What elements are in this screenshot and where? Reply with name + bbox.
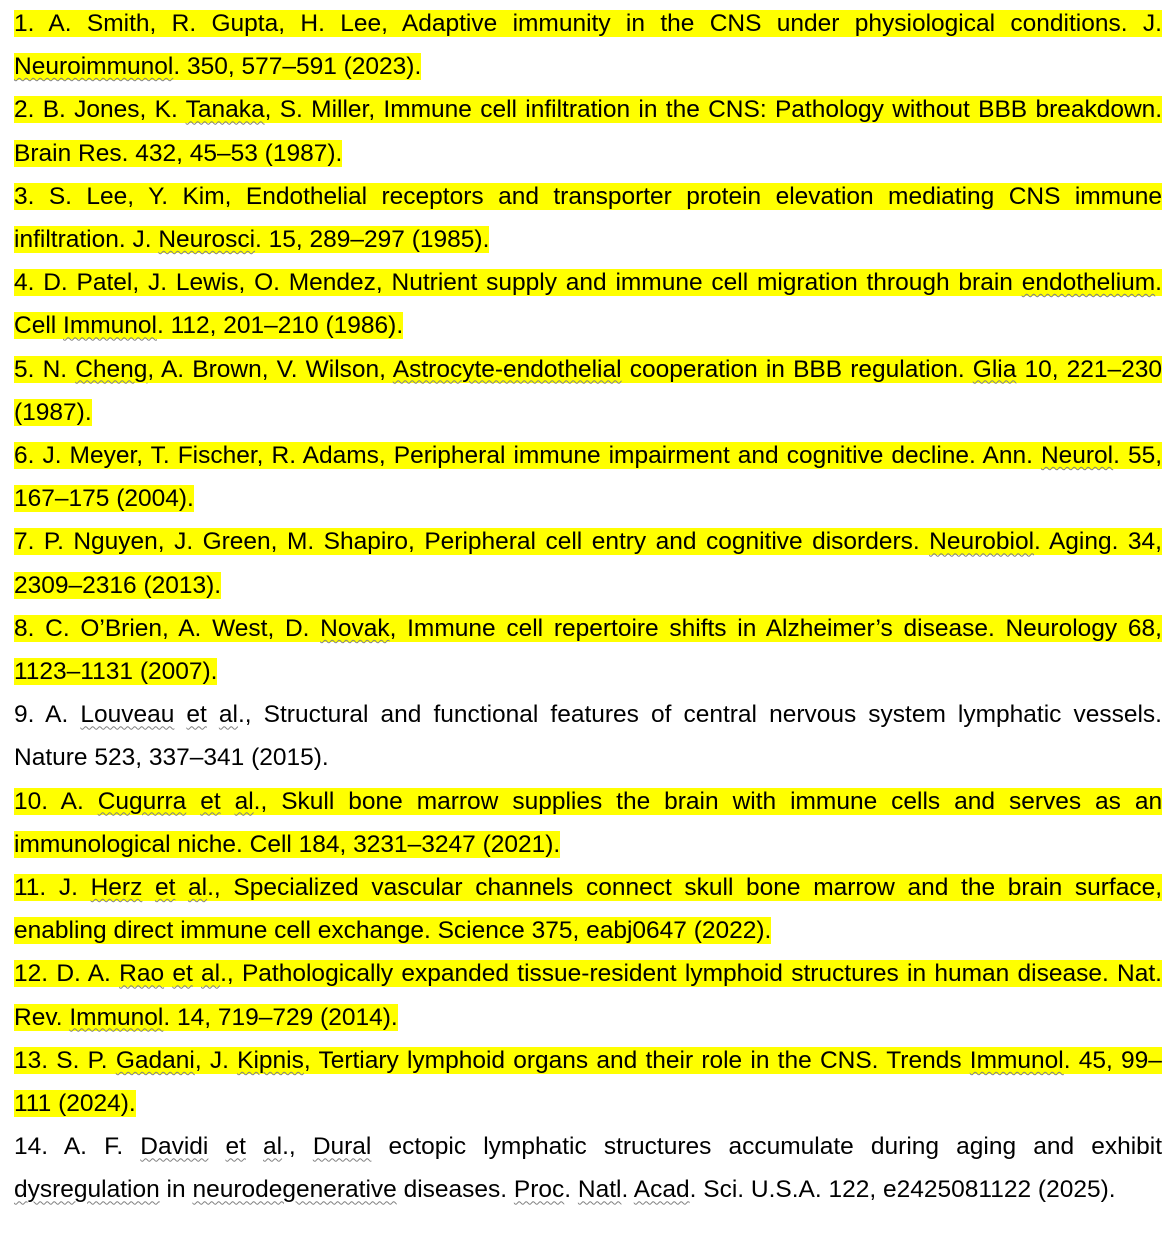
spellcheck-flagged-word[interactable]: et — [172, 960, 193, 988]
reference-entry — [14, 1125, 1162, 1211]
reference-text: 10. A. Cugurra et al., Skull bone marrow supplies the brain with immune cells and serves as an immunological niche. Cell 184, 3231–3247 (2021). — [14, 787, 1163, 858]
spellcheck-flagged-word[interactable]: Gadani — [115, 1046, 195, 1074]
spellcheck-flagged-word[interactable]: al — [218, 701, 238, 729]
spellcheck-flagged-word[interactable]: Immunol — [69, 1003, 164, 1031]
spellcheck-flagged-word[interactable]: neurodegenerative — [192, 1176, 397, 1204]
spellcheck-flagged-word[interactable]: Novak — [320, 614, 390, 642]
reference-text: 1. A. Smith, R. Gupta, H. Lee, Adaptive immunity in the CNS under physiological conditions. J. Neuroimmunol. 350, 577–591 (2023). — [14, 10, 1162, 81]
spellcheck-flagged-word[interactable]: Kipnis — [237, 1046, 304, 1074]
spellcheck-flagged-word[interactable]: Dural — [312, 1133, 372, 1161]
spellcheck-flagged-word[interactable]: Astrocyte-endothelial — [392, 355, 622, 383]
spellcheck-flagged-word[interactable]: Immunol — [969, 1046, 1064, 1074]
reference-entry — [14, 2, 1162, 88]
reference-entry — [14, 434, 1162, 520]
reference-text: 3. S. Lee, Y. Kim, Endothelial receptors and transporter protein elevation mediating CNS immune infiltration. J. Neurosci. 15, 289–297 (1985). — [14, 182, 1162, 254]
spellcheck-flagged-word[interactable]: Immunol — [63, 312, 157, 340]
spellcheck-flagged-word[interactable]: Neurobiol — [929, 528, 1035, 556]
reference-entry — [14, 261, 1162, 347]
spellcheck-flagged-word[interactable]: Neuroimmunol — [14, 53, 174, 81]
reference-text: 8. C. O’Brien, A. West, D. Novak, Immune cell repertoire shifts in Alzheimer’s disease. Neurology 68, 1123–1131 (2007). — [14, 614, 1162, 686]
reference-text: 7. P. Nguyen, J. Green, M. Shapiro, Peripheral cell entry and cognitive disorders. Neurobiol. Aging. 34, 2309–2316 (2013). — [14, 528, 1162, 599]
spellcheck-flagged-word[interactable]: Rao — [119, 960, 165, 988]
reference-entry — [14, 1039, 1162, 1125]
spellcheck-flagged-word[interactable]: et — [225, 1133, 246, 1161]
reference-text: 6. J. Meyer, T. Fischer, R. Adams, Peripheral immune impairment and cognitive decline. Ann. Neurol. 55, 167–175 (2004). — [14, 442, 1163, 513]
spellcheck-flagged-word[interactable]: Neurosci — [158, 226, 256, 254]
reference-entry — [14, 866, 1162, 952]
reference-entry — [14, 175, 1162, 261]
spellcheck-flagged-word[interactable]: Neurol — [1040, 442, 1114, 470]
spellcheck-flagged-word[interactable]: Davidi — [140, 1133, 209, 1161]
reference-text: 12. D. A. Rao et al., Pathologically expanded tissue-resident lymphoid structures in human disease. Nat. Rev. Immunol. 14, 719–729 (2014). — [14, 960, 1162, 1031]
reference-text: 9. A. Louveau et al., Structural and functional features of central nervous system lymphatic vessels. Nature 523, 337–341 (2015). — [14, 701, 1162, 772]
spellcheck-flagged-word[interactable]: al — [263, 1133, 283, 1161]
spellcheck-flagged-word[interactable]: Natl — [577, 1176, 622, 1204]
spellcheck-flagged-word[interactable]: Proc — [513, 1176, 565, 1204]
spellcheck-flagged-word[interactable]: Glia — [972, 355, 1017, 383]
reference-entry — [14, 780, 1162, 866]
spellcheck-flagged-word[interactable]: et — [154, 874, 176, 902]
reference-list — [14, 2, 1162, 1212]
spellcheck-flagged-word[interactable]: al — [234, 787, 254, 815]
reference-entry — [14, 952, 1162, 1038]
spellcheck-flagged-word[interactable]: et — [186, 701, 207, 729]
spellcheck-flagged-word[interactable]: Tanaka — [185, 96, 265, 124]
reference-text: 14. A. F. Davidi et al., Dural ectopic lymphatic structures accumulate during aging and exhibit dysregulation in neurodegenerative diseases. Proc. Natl. Acad. Sci. U.S.A. 122, e2425081122 (2025). — [14, 1133, 1163, 1204]
spellcheck-flagged-word[interactable]: al — [188, 874, 208, 902]
reference-text: 11. J. Herz et al., Specialized vascular channels connect skull bone marrow and the brain surface, enabling direct immune cell exchange. Science 375, eabj0647 (2022). — [14, 874, 1163, 945]
reference-text: 5. N. Cheng, A. Brown, V. Wilson, Astrocyte-endothelial cooperation in BBB regulation. Glia 10, 221–230 (1987). — [14, 355, 1163, 426]
reference-text: 4. D. Patel, J. Lewis, O. Mendez, Nutrient supply and immune cell migration through brain endothelium. Cell Immunol. 112, 201–210 (1986). — [14, 269, 1162, 340]
spellcheck-flagged-word[interactable]: Cugurra — [97, 787, 187, 815]
reference-entry — [14, 520, 1162, 606]
spellcheck-flagged-word[interactable]: Herz — [90, 874, 143, 902]
spellcheck-flagged-word[interactable]: Louveau — [80, 701, 175, 729]
reference-text: 13. S. P. Gadani, J. Kipnis, Tertiary lymphoid organs and their role in the CNS. Trends Immunol. 45, 99–111 (2024). — [14, 1046, 1162, 1118]
reference-entry — [14, 693, 1162, 779]
spellcheck-flagged-word[interactable]: Cheng — [75, 355, 148, 383]
spellcheck-flagged-word[interactable]: al — [201, 960, 221, 988]
spellcheck-flagged-word[interactable]: dysregulation — [14, 1176, 160, 1204]
spellcheck-flagged-word[interactable]: et — [200, 787, 221, 815]
reference-text: 2. B. Jones, K. Tanaka, S. Miller, Immune cell infiltration in the CNS: Pathology without BBB breakdown. Brain Res. 432, 45–53 (1987). — [14, 96, 1163, 167]
reference-entry — [14, 607, 1162, 693]
reference-entry — [14, 348, 1162, 434]
spellcheck-flagged-word[interactable]: endothelium — [1021, 269, 1156, 297]
reference-entry — [14, 88, 1162, 174]
spellcheck-flagged-word[interactable]: Acad — [633, 1176, 690, 1204]
